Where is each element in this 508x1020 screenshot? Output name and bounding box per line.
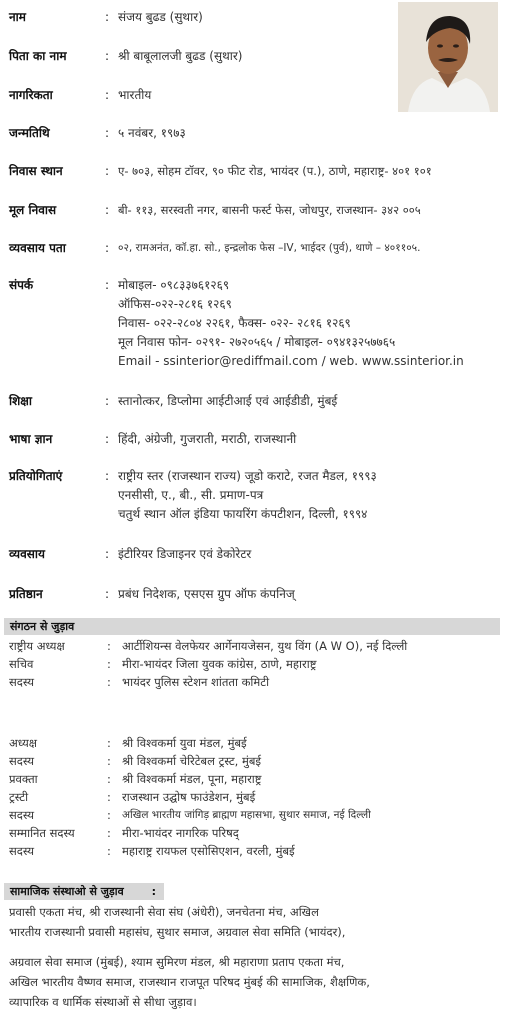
org-role: सदस्य [9,844,35,858]
org-name: श्री विश्वकर्मा मंडल, पूना, महाराष्ट्र [122,772,262,786]
colon: : [105,432,110,446]
dob-label: जन्मतिथि [9,126,50,140]
social-line: प्रवासी एकता मंच, श्री राजस्थानी सेवा संघ (अंधेरी), जनचेतना मंच, अखिल [9,905,319,919]
social-line: अग्रवाल सेवा समाज (मुंबई), श्याम सुमिरण मंडल, श्री महाराणा प्रताप एकता मंच, [9,955,345,969]
portrait-image [398,2,498,112]
social-heading [4,883,164,900]
org-role: सदस्य [9,808,35,822]
native-value: बी- ११३, सरस्वती नगर, बासनी फर्स्ट फेस, जोधपुर, राजस्थान- ३४२ ००५ [118,203,421,217]
org-name: मीरा-भायंदर जिला युवक कांग्रेस, ठाणे, महाराष्ट्र [122,657,317,671]
colon: : [107,736,111,750]
social-line: व्यापारिक व धार्मिक संस्थाओं से सीधा जुड़ाव। [9,995,197,1009]
colon: : [107,657,111,671]
languages-value: हिंदी, अंग्रेजी, गुजराती, मराठी, राजस्थानी [118,432,297,446]
org-role: सदस्य [9,754,35,768]
business-address-label: व्यवसाय पता [9,241,66,255]
social-line: अखिल भारतीय वैष्णव समाज, राजस्थान राजपूत परिषद मुंबई की सामाजिक, शैक्षणिक, [9,975,370,989]
education-label: शिक्षा [9,394,32,408]
contact-label: संपर्क [9,278,34,292]
competition-item: चतुर्थ स्थान ऑल इंडिया फायरिंग कंपटीशन, दिल्ली, १९९४ [118,507,368,521]
residence-label: निवास स्थान [9,164,63,178]
colon: : [105,547,110,561]
organizations-heading: संगठन से जुड़ाव [4,618,500,635]
colon: : [107,826,111,840]
competition-item: एनसीसी, ए., बी., सी. प्रमाण-पत्र [118,488,264,502]
colon: : [105,203,110,217]
competition-item: राष्ट्रीय स्तर (राजस्थान राज्य) जूडो कराटे, रजत मैडल, १९९३ [118,469,377,483]
org-role: अध्यक्ष [9,736,38,750]
social-heading-text: सामाजिक संस्थाओ से जुड़ाव [10,885,124,898]
citizenship-value: भारतीय [118,88,152,102]
native-label: मूल निवास [9,203,57,217]
org-name: मीरा-भायंदर नागरिक परिषद् [122,826,239,840]
profession-value: इंटीरियर डिजाइनर एवं डेकोरेटर [118,547,252,561]
org-name: श्री विश्वकर्मा चेरिटेबल ट्रस्ट, मुंबई [122,754,262,768]
org-role: राष्ट्रीय अध्यक्ष [9,639,65,653]
colon: : [107,754,111,768]
org-role: सम्मानित सदस्य [9,826,75,840]
native-phone-line: मूल निवास फोन- ०२९१- २७२०५६५ / मोबाइल- ०९४१३२५७७६५ [118,335,396,349]
colon: : [107,772,111,786]
colon: : [107,790,111,804]
org-role: ट्रस्टी [9,790,29,804]
org-name: श्री विश्वकर्मा युवा मंडल, मुंबई [122,736,247,750]
org-role: सदस्य [9,675,35,689]
name-label: नाम [9,10,26,24]
home-fax-line: निवास- ०२२-२८०४ २२६१, फैक्स- ०२२- २८१६ १२६९ [118,316,351,330]
colon: : [107,639,111,653]
colon: : [105,278,110,292]
org-name: महाराष्ट्र रायफल एसोसिएशन, वरली, मुंबई [122,844,295,858]
email-web-line: Email - ssinterior@rediffmail.com / web. www.ssinterior.in [118,354,464,368]
colon: : [107,844,111,858]
colon: : [107,675,111,689]
business-address-value: ०२, रामअनंत, कॉ.हा. सो., इन्द्रलोक फेस –IV, भाईदर (पुर्व), थाणे – ४०११०५. [118,242,421,254]
colon: : [105,241,110,255]
colon: : [105,49,110,63]
father-label: पिता का नाम [9,49,67,63]
citizenship-label: नागरिकता [9,88,53,102]
establishment-value: प्रबंध निदेशक, एसएस ग्रुप ऑफ कंपनिज् [118,587,295,601]
profession-label: व्यवसाय [9,547,45,561]
social-paragraph-2 [9,952,499,1012]
profile-photo [398,2,498,112]
org-role: सचिव [9,657,34,671]
office-line: ऑफिस-०२२-२८१६ १२६९ [118,297,232,311]
org-name: अखिल भारतीय जांगिड़ ब्राह्मण महासभा, सुथार समाज, नई दिल्ली [122,809,371,821]
colon: : [105,469,110,483]
org-name: आर्टीशियन्स वेलफेयर आर्गेनायजेसन, युथ विंग (A W O), नई दिल्ली [122,639,408,653]
contact-lines [118,276,464,371]
colon: : [151,885,156,898]
org-name: राजस्थान उद्घोष फाउंडेशन, मुंबई [122,790,256,804]
colon: : [105,587,110,601]
social-paragraph-1 [9,902,499,942]
colon: : [107,808,111,822]
residence-value: ए- ७०३, सोहम टॉवर, ९० फीट रोड, भायंदर (प.), ठाणे, महाराष्ट्र- ४०१ १०१ [118,164,432,178]
dob-value: ५ नवंबर, १९७३ [118,126,186,140]
establishment-label: प्रतिष्ठान [9,587,43,601]
competitions-lines [118,467,377,524]
org-name: भायंदर पुलिस स्टेशन शांतता कमिटी [122,675,270,689]
colon: : [105,164,110,178]
colon: : [105,10,110,24]
colon: : [105,394,110,408]
father-value: श्री बाबूलालजी बुढड (सुथार) [118,49,243,63]
languages-label: भाषा ज्ञान [9,432,53,446]
colon: : [105,88,110,102]
social-line: भारतीय राजस्थानी प्रवासी महासंघ, सुथार समाज, अग्रवाल सेवा समिति (भायंदर), [9,925,346,939]
colon: : [105,126,110,140]
competitions-label: प्रतियोगिताएं [9,469,63,483]
mobile-line: मोबाइल- ०९८३३७६१२६९ [118,278,230,292]
education-value: स्तानोत्कर, डिप्लोमा आईटीआई एवं आईडीडी, मुंबई [118,394,338,408]
name-value: संजय बुढड (सुथार) [118,10,203,24]
org-role: प्रवक्ता [9,772,38,786]
